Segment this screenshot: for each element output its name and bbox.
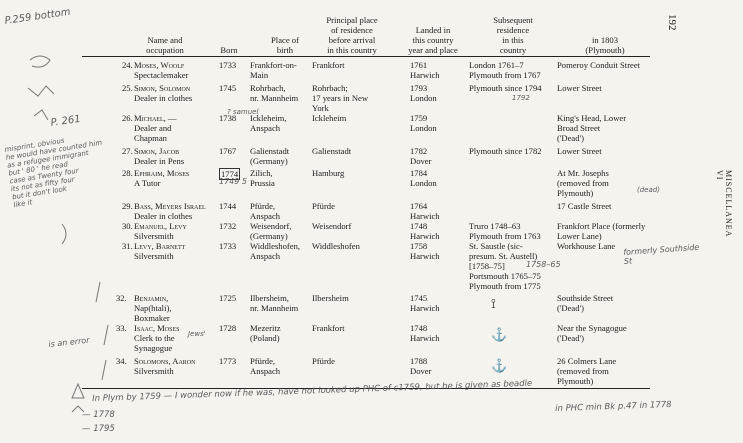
row-26-num: 26. (122, 113, 133, 123)
row-25-subsequent: Plymouth since 1794 (469, 83, 542, 93)
row-29-1803: 17 Castle Street (557, 201, 612, 211)
annotation-dead: (dead) (637, 186, 660, 194)
row-29-landed: 1764 Harwich (410, 201, 440, 221)
row-34-name: Solomons, Aaron (134, 356, 196, 366)
header-principal-residence: Principal place of residence before arrival in this country (326, 15, 378, 55)
row-31-1803: Workhouse Lane (557, 241, 616, 251)
row-26-principal: Ickleheim (312, 113, 347, 123)
row-33-place: Mezeritz (Poland) (250, 323, 281, 343)
row-24-place: Frankfort-on- Main (250, 60, 297, 80)
row-30-name: Emanuel, Levy (134, 221, 187, 231)
row-31-name: Levy, Barnett (134, 241, 186, 251)
row-34-place: Pfürde, Anspach (250, 356, 281, 376)
row-25-num: 25. (122, 83, 133, 93)
annotation-bottom-2: in PHC min Bk p.47 in 1778 (555, 399, 672, 414)
row-26-occ: Dealer and Chapman (134, 123, 172, 143)
row-29-name: Bass, Meyers Israel (134, 201, 206, 211)
row-34-principal: Pfürde (312, 356, 335, 366)
row-28-num: 28. (122, 168, 133, 178)
row-24-born: 1733 (219, 60, 237, 70)
row-30-born: 1732 (219, 221, 237, 231)
row-31-born: 1733 (219, 241, 237, 251)
row-25-name: Simon, Solomon (134, 83, 191, 93)
row-25-place: Rohrbach, nr. Mannheim (250, 83, 299, 103)
annotation-1792: 1792 (512, 94, 530, 102)
scribble-mark (96, 282, 100, 302)
row-27-1803: Lower Street (557, 146, 602, 156)
row-24-occ: Spectaclemaker (134, 70, 189, 80)
row-26-1803: King's Head, Lower Broad Street ('Dead') (557, 113, 627, 143)
annotation-isaac-error: is an error (48, 335, 90, 349)
annotation-bottom-3: — 1778 (82, 410, 115, 420)
row-28-place: Zilich, Prussia (250, 168, 275, 188)
row-25-occ: Dealer in clothes (134, 93, 193, 103)
row-24-name: Moses, Woolf (134, 60, 185, 70)
row-32-principal: Ilbersheim (312, 293, 349, 303)
header-landed: Landed in this country year and place (408, 25, 458, 55)
row-30-landed: 1748 Harwich (410, 221, 440, 241)
row-32-num: 32. (116, 293, 127, 303)
row-34-num: 34. (116, 356, 127, 366)
row-33-1803: Near the Synagogue ('Dead') (557, 323, 627, 343)
row-27-landed: 1782 Dover (410, 146, 432, 166)
scribble-mark (28, 86, 54, 96)
row-24-principal: Frankfort (312, 60, 345, 70)
row-30-num: 30. (122, 221, 133, 231)
row-24-1803: Pomeroy Conduit Street (557, 60, 641, 70)
row-31-occ: Silversmith (134, 251, 174, 261)
scribble-mark (62, 224, 66, 244)
row-32-occ: Nap(htali), Boxmaker (134, 303, 172, 323)
annotation-bottom-1: In Plym by 1759 — I wonder now if he was, have not looked up PHC of c1759, but he is given as beadle (92, 378, 533, 404)
annotation-samuel: ? samuel (227, 108, 259, 116)
row-27-name: Simon, Jacob (134, 146, 180, 156)
row-28-name: Ephraim, Moses (134, 168, 190, 178)
row-31-subsequent: St. Saustle (sic- presum. St. Austell) [1758–75] Portsmouth 1765–75 Plymouth from 1775 (469, 241, 541, 291)
row-34-1803: 26 Colmers Lane (removed from Plymouth) (557, 356, 617, 386)
annotation-p261: P. 261 (50, 113, 82, 129)
row-25-principal: Rohrbach; 17 years in New York (312, 83, 369, 113)
row-31-landed: 1758 Harwich (410, 241, 440, 261)
row-32-1803: Southside Street ('Dead') (557, 293, 614, 313)
row-30-occ: Silversmith (134, 231, 174, 241)
row-32-born: 1725 (219, 293, 237, 303)
header-place-of-birth: Place of birth (271, 35, 299, 55)
row-24-num: 24. (122, 60, 133, 70)
annotation-bottom-4: — 1795 (82, 424, 115, 434)
row-29-occ: Dealer in clothes (134, 211, 193, 221)
scribble-mark (72, 406, 84, 412)
page-number: 192 (666, 14, 678, 31)
row-27-num: 27. (122, 146, 133, 156)
scribble-mark (102, 360, 106, 380)
row-33-born: 1728 (219, 323, 237, 333)
row-34-occ: Silversmith (134, 366, 174, 376)
row-27-subsequent: Plymouth since 1782 (469, 146, 542, 156)
row-27-place: Galienstadt (Germany) (250, 146, 290, 166)
header-subsequent-residence: Subsequent residence in this country (493, 15, 533, 55)
row-24-landed: 1761 Harwich (410, 60, 440, 80)
header-name-occupation: Name and occupation (146, 35, 184, 55)
section-side-title: MISCELLANEA VI (715, 170, 733, 237)
row-30-place: Weisendorf, (Germany) (250, 221, 292, 241)
row-25-1803: Lower Street (557, 83, 602, 93)
row-28-landed: 1784 London (410, 168, 437, 188)
anchor-mark-icon: ⚓ (491, 358, 508, 373)
annotation-p259: P.259 bottom (4, 6, 72, 27)
row-28-principal: Hamburg (312, 168, 345, 178)
scribble-mark (30, 56, 50, 67)
header-1803: in 1803 (Plymouth) (585, 35, 625, 55)
row-26-place: Ickleheim, Anspach (250, 113, 287, 133)
row-27-occ: Dealer in Pens (134, 156, 185, 166)
row-34-born: 1773 (219, 356, 237, 366)
row-27-born: 1767 (219, 146, 237, 156)
row-27-principal: Galienstadt (312, 146, 352, 156)
row-32-name: Benjamin, (134, 293, 169, 303)
annotation-southside: formerly Southside St (623, 242, 700, 266)
anchor-mark-icon: ⚓ (491, 327, 508, 342)
annotation-levy-dates: 1758–65 (526, 260, 561, 269)
row-25-landed: 1793 London (410, 83, 437, 103)
row-30-principal: Weisendorf (312, 221, 352, 231)
row-24-subsequent: London 1761–7 Plymouth from 1767 (469, 60, 541, 80)
row-28-1803: At Mr. Josephs (removed from Plymouth) (557, 168, 609, 198)
row-33-name: Isaac, Moses (134, 323, 180, 333)
row-31-num: 31. (122, 241, 133, 251)
row-33-landed: 1748 Harwich (410, 323, 440, 343)
annotation-misprint: misprint, obvious he would have counted him as a refugee immigrant but ' 80 ' he read case as Twenty four its not as fifty four but it don't look like it (4, 136, 103, 210)
annotation-born-alt: 1749 5 (219, 177, 247, 186)
row-33-principal: Frankfort (312, 323, 345, 333)
row-26-name: Michael, — (134, 113, 177, 123)
scribble-mark (72, 384, 84, 398)
row-28-born: 1774 (221, 169, 239, 179)
row-29-principal: Pfürde (312, 201, 335, 211)
row-33-num: 33. (116, 323, 127, 333)
row-31-principal: Widdleshofen (312, 241, 360, 251)
scribble-mark (104, 325, 108, 345)
row-29-place: Pfürde, Anspach (250, 201, 281, 221)
row-34-landed: 1788 Dover (410, 356, 432, 376)
scribble-mark (34, 110, 48, 120)
header-born: Born (220, 45, 238, 55)
row-30-1803: Frankfort Place (formerly Lower Lane) (557, 221, 646, 241)
row-30-subsequent: Truro 1748–63 Plymouth from 1763 (469, 221, 541, 241)
row-32-place: Ilbersheim, nr. Mannheim (250, 293, 299, 313)
row-26-landed: 1759 London (410, 113, 437, 133)
row-28-occ: A Tutor (134, 178, 161, 188)
dagger-mark-icon: ⟟ (491, 296, 496, 311)
row-29-num: 29. (122, 201, 133, 211)
row-33-occ: Clerk to the Synagogue (134, 333, 175, 353)
row-31-place: Widdleshofen, Anspach (250, 241, 301, 261)
row-29-born: 1744 (219, 201, 237, 211)
annotation-jews: Jews' (188, 330, 206, 338)
row-25-born: 1745 (219, 83, 237, 93)
row-32-landed: 1745 Harwich (410, 293, 440, 313)
row-26-born: 1738 (219, 113, 237, 123)
